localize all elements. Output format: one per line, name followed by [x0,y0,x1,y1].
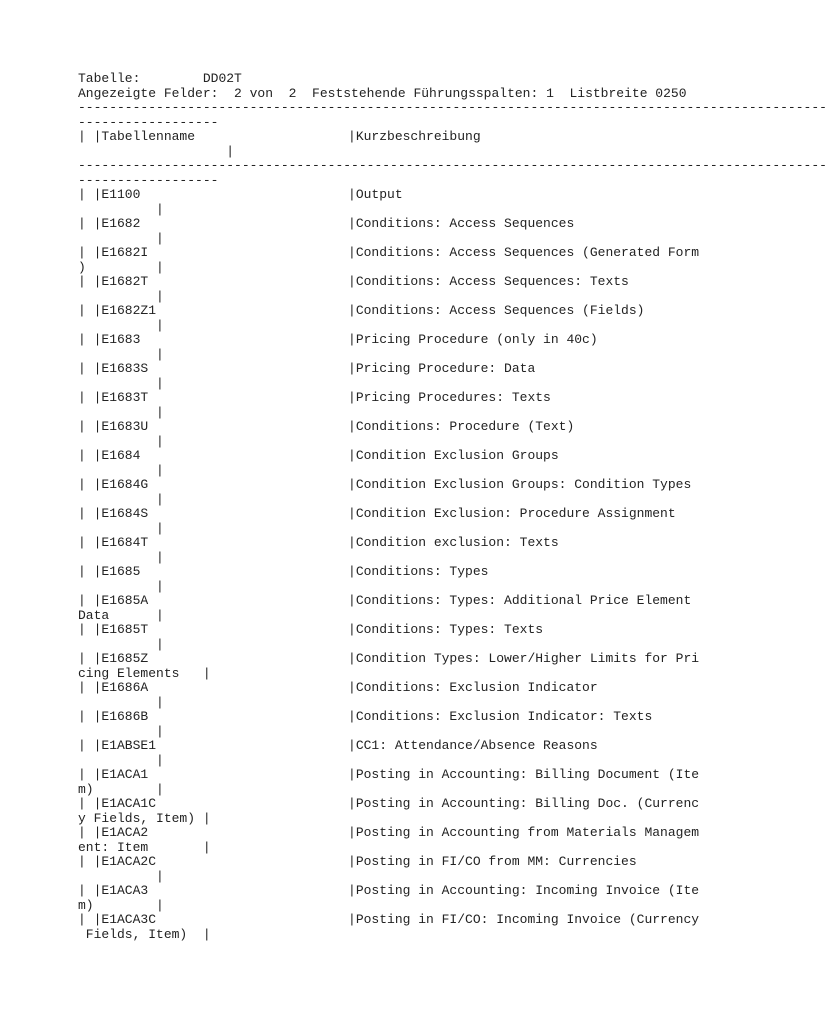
description-cell: Condition Types: Lower/Higher Limits for Pri [355,651,700,666]
column-header: | |Tabellenname |Kurzbeschreibung [78,129,481,144]
table-row: | |E1682Z1 |Conditions: Access Sequences (Fields) [78,303,645,318]
column-header-name: Tabellenname [101,129,196,144]
table-name-cell: E1ACA3C [101,912,157,927]
description-cell: Conditions: Types [355,564,489,579]
separator-rule: ------------------------------------------------------------------------------------------------ [78,158,827,173]
description-cell: Pricing Procedure: Data [355,361,536,376]
table-row: | |E1683S |Pricing Procedure: Data [78,361,536,376]
description-cell: Conditions: Access Sequences: Texts [355,274,629,289]
description-cell: Conditions: Access Sequences [355,216,575,231]
description-cell: Conditions: Exclusion Indicator [355,680,598,695]
row-wrap-line: Data | [78,607,164,623]
description-cell: Conditions: Types: Texts [355,622,544,637]
description-cell: Posting in Accounting: Billing Doc. (Currenc [355,796,700,811]
table-name-cell: E1684 [101,448,141,463]
row-wrap-line: ) | [78,259,164,275]
table-name-cell: E1684T [101,535,149,550]
description-cell: Output [355,187,403,202]
row-wrap-line: | [78,288,164,304]
table-name-cell: E1682T [101,274,149,289]
table-row: | |E1ACA2 |Posting in Accounting from Materials Managem [78,825,700,840]
row-wrap-line: m) | [78,781,164,797]
table-row: | |E1685Z |Condition Types: Lower/Higher Limits for Pri [78,651,700,666]
table-row: | |E1683T |Pricing Procedures: Texts [78,390,551,405]
table-row: | |E1686A |Conditions: Exclusion Indicator [78,680,598,695]
description-cell: Conditions: Types: Additional Price Element [355,593,692,608]
separator-rule-tail: ------------------ [78,114,219,130]
table-row: | |E1ACA3 |Posting in Accounting: Incoming Invoice (Ite [78,883,700,898]
table-name-cell: E1684G [101,477,149,492]
description-cell: Posting in Accounting: Billing Document (Ite [355,767,700,782]
row-wrap-line: | [78,578,164,594]
table-row: | |E1ACA1 |Posting in Accounting: Billing Document (Ite [78,767,700,782]
table-row: | |E1682 |Conditions: Access Sequences [78,216,575,231]
column-header-wrap: | [78,143,235,159]
table-row: | |E1685T |Conditions: Types: Texts [78,622,544,637]
description-cell: Posting in Accounting from Materials Managem [355,825,700,840]
table-name-cell: E1685T [101,622,149,637]
table-row: | |E1684G |Condition Exclusion Groups: Condition Types [78,477,692,492]
table-name-cell: E1685 [101,564,141,579]
table-name-line [78,72,698,87]
row-wrap-line: | [78,346,164,362]
table-name-cell: E1685A [101,593,149,608]
row-wrap-line: | [78,201,164,217]
table-name-cell: E1685Z [101,651,149,666]
column-header-desc: Kurzbeschreibung [355,129,481,144]
description-cell: CC1: Attendance/Absence Reasons [355,738,598,753]
row-wrap-line: | [78,491,164,507]
table-name-cell: E1683T [101,390,149,405]
row-wrap-line: ent: Item | [78,839,211,855]
description-cell: Pricing Procedure (only in 40c) [355,332,598,347]
table-value: DD02T [202,71,242,86]
table-name-cell: E1682I [101,245,149,260]
row-wrap-line: y Fields, Item) | [78,810,211,826]
table-name-cell: E1682 [101,216,141,231]
row-wrap-line: cing Elements | [78,665,211,681]
table-name-cell: E1ACA1C [101,796,157,811]
row-wrap-line: | [78,433,164,449]
row-wrap-line: | [78,636,164,652]
description-cell: Pricing Procedures: Texts [355,390,551,405]
row-wrap-line: | [78,317,164,333]
description-cell: Conditions: Procedure (Text) [355,419,575,434]
table-row: | |E1685A |Conditions: Types: Additional Price Element [78,593,692,608]
table-row: | |E1ACA1C |Posting in Accounting: Billing Doc. (Currenc [78,796,700,811]
table-name-cell: E1686B [101,709,149,724]
table-row: | |E1685 |Conditions: Types [78,564,489,579]
table-name-cell: E1683S [101,361,149,376]
row-wrap-line: | [78,462,164,478]
description-cell: Conditions: Access Sequences (Generated Form [355,245,700,260]
row-wrap-line: | [78,868,164,884]
table-name-cell: E1684S [101,506,149,521]
description-cell: Condition Exclusion Groups [355,448,559,463]
table-name-cell: E1686A [101,680,149,695]
description-cell: Posting in FI/CO from MM: Currencies [355,854,637,869]
row-wrap-line: m) | [78,897,164,913]
report-page [78,71,827,942]
table-row: | |E1683 |Pricing Procedure (only in 40c) [78,332,598,347]
table-row: | |E1684S |Condition Exclusion: Procedure Assignment [78,506,676,521]
table-row: | |E1682I |Conditions: Access Sequences (Generated Form [78,245,700,260]
description-cell: Condition exclusion: Texts [355,535,559,550]
fields-info-line: Angezeigte Felder: 2 von 2 Feststehende Führungsspalten: 1 Listbreite 0250 [78,85,687,101]
row-wrap-line: | [78,694,164,710]
description-cell: Conditions: Access Sequences (Fields) [355,303,645,318]
table-row: | |E1682T |Conditions: Access Sequences: Texts [78,274,629,289]
table-name-cell: E1683U [101,419,149,434]
separator-rule-tail: ------------------ [78,172,219,188]
description-cell: Condition Exclusion Groups: Condition Types [355,477,692,492]
table-label: Tabelle: [78,71,141,86]
table-row: | |E1ACA2C |Posting in FI/CO from MM: Currencies [78,854,637,869]
table-name-cell: E1ABSE1 [101,738,157,753]
table-row: | |E1684 |Condition Exclusion Groups [78,448,559,463]
row-wrap-line: | [78,723,164,739]
row-wrap-line: | [78,404,164,420]
description-cell: Conditions: Exclusion Indicator: Texts [355,709,653,724]
row-wrap-line: | [78,752,164,768]
table-name-cell: E1ACA2 [101,825,149,840]
table-name-cell: E1ACA3 [101,883,149,898]
table-name-cell: E1683 [101,332,141,347]
table-row: | |E1686B |Conditions: Exclusion Indicator: Texts [78,709,653,724]
row-wrap-line: | [78,375,164,391]
table-row: | |E1100 |Output [78,187,403,202]
row-wrap-line: Fields, Item) | [78,926,211,942]
description-cell: Posting in FI/CO: Incoming Invoice (Currency [355,912,700,927]
table-name-cell: E1682Z1 [101,303,157,318]
table-name-cell: E1ACA1 [101,767,149,782]
table-rows [78,188,698,942]
table-row: | |E1ABSE1 |CC1: Attendance/Absence Reasons [78,738,598,753]
table-name-cell: E1100 [101,187,141,202]
table-row: | |E1684T |Condition exclusion: Texts [78,535,559,550]
table-name-cell: E1ACA2C [101,854,157,869]
row-wrap-line: | [78,549,164,565]
table-row: | |E1ACA3C |Posting in FI/CO: Incoming Invoice (Currency [78,912,700,927]
description-cell: Condition Exclusion: Procedure Assignment [355,506,676,521]
row-wrap-line: | [78,520,164,536]
table-row: | |E1683U |Conditions: Procedure (Text) [78,419,575,434]
row-wrap-line: | [78,230,164,246]
description-cell: Posting in Accounting: Incoming Invoice (Ite [355,883,700,898]
separator-rule: ------------------------------------------------------------------------------------------------ [78,100,827,115]
